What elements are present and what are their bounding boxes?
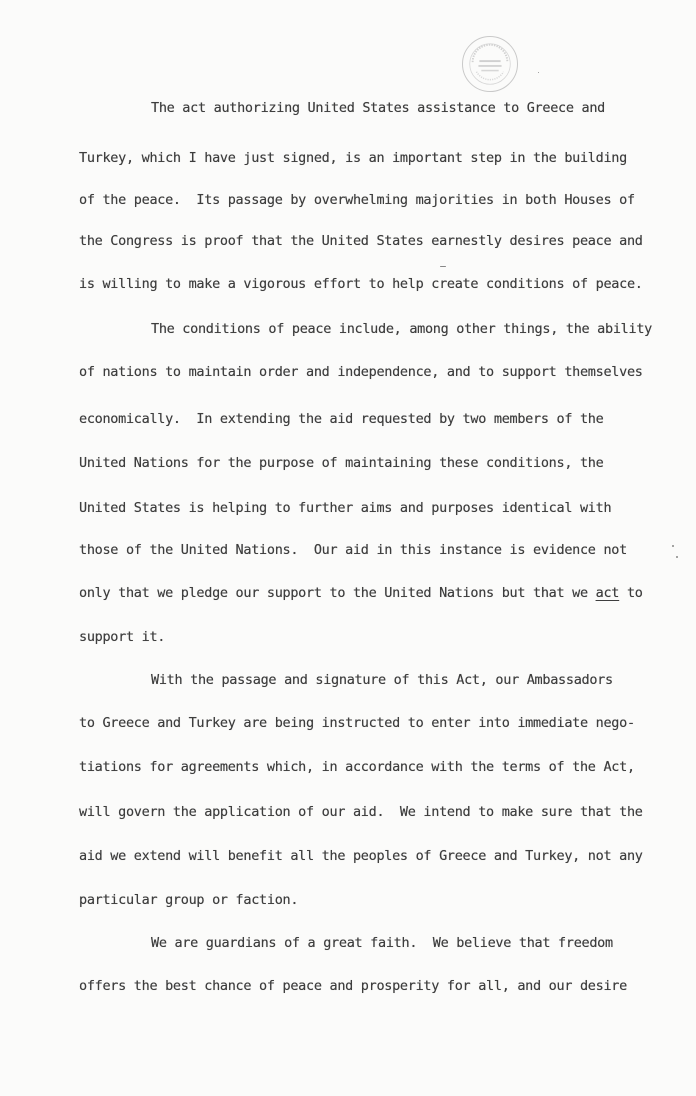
text-line: United States is helping to further aims and purposes identical with	[79, 500, 612, 516]
text-line: offers the best chance of peace and prosperity for all, and our desire	[79, 978, 627, 994]
text-line: economically. In extending the aid requested by two members of the	[79, 411, 604, 427]
text-line	[79, 582, 696, 604]
text-line: tiations for agreements which, in accordance with the terms of the Act,	[79, 759, 635, 775]
text-line: of nations to maintain order and independence, and to support themselves	[79, 364, 643, 380]
text-line: to Greece and Turkey are being instructed to enter into immediate nego-	[79, 715, 635, 731]
scan-speck	[676, 556, 678, 558]
text-run: only that we pledge our support to the United Nations but that we	[79, 585, 596, 601]
text-line: those of the United Nations. Our aid in this instance is evidence not	[79, 542, 627, 558]
text-line: The act authorizing United States assistance to Greece and	[151, 100, 606, 116]
text-line: We are guardians of a great faith. We believe that freedom	[151, 935, 613, 951]
text-line: particular group or faction.	[79, 892, 299, 908]
text-line: is willing to make a vigorous effort to help create conditions of peace.	[79, 276, 643, 292]
scan-speck	[538, 72, 539, 73]
scan-speck	[672, 545, 674, 547]
text-run: to	[619, 585, 643, 601]
archive-seal-icon	[462, 36, 518, 92]
text-line: aid we extend will benefit all the peoples of Greece and Turkey, not any	[79, 848, 643, 864]
underlined-word: act	[595, 585, 620, 601]
scan-speck	[440, 266, 446, 267]
text-line: Turkey, which I have just signed, is an important step in the building	[79, 150, 627, 166]
text-line: support it.	[79, 629, 166, 645]
text-line: The conditions of peace include, among other things, the ability	[151, 321, 652, 337]
text-line: the Congress is proof that the United States earnestly desires peace and	[79, 233, 643, 249]
text-line: will govern the application of our aid. We intend to make sure that the	[79, 804, 643, 820]
text-line: United Nations for the purpose of maintaining these conditions, the	[79, 455, 604, 471]
text-line: With the passage and signature of this Act, our Ambassadors	[151, 672, 613, 688]
text-line: of the peace. Its passage by overwhelming majorities in both Houses of	[79, 192, 635, 208]
